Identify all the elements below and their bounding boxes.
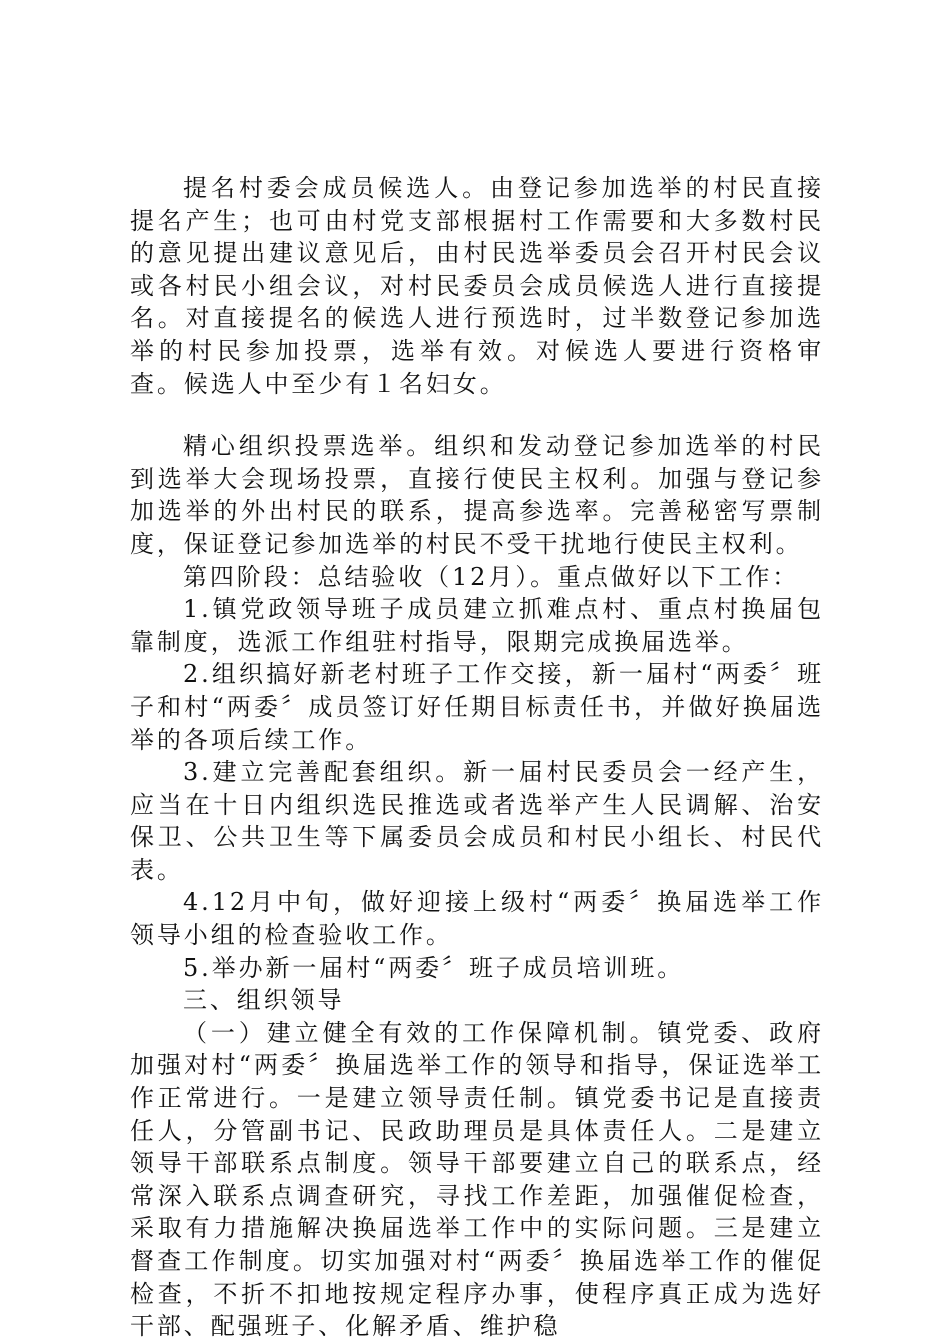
paragraph-item-2: 2.组织搞好新老村班子工作交接，新一届村“两委〞班子和村“两委〞成员签订好任期目标责任书，并做好换届选举的各项后续工作。 bbox=[130, 660, 824, 754]
paragraph-item-5: 5.举办新一届村“两委〞班子成员培训班。 bbox=[183, 953, 685, 982]
paragraph-organize-voting: 精心组织投票选举。组织和发动登记参加选举的村民到选举大会现场投票，直接行使民主权利。加强与登记参加选举的外出村民的联系，提高参选率。完善秘密写票制度，保证登记参加选举的村民不受干扰地行使民主权利。 bbox=[130, 432, 824, 558]
document-body bbox=[130, 172, 824, 1343]
paragraph-guarantee-mechanism: （一）建立健全有效的工作保障机制。镇党委、政府加强对村“两委〞换届选举工作的领导和指导，保证选举工作正常进行。一是建立领导责任制。镇党委书记是直接责任人，分管副书记、民政助理员是具体责任人。二是建立领导干部联系点制度。领导干部要建立自己的联系点，经常深入联系点调查研究，寻找工作差距，加强催促检查，采取有力措施解决换届选举工作中的实际问题。三是建立督查工作制度。切实加强对村“两委〞换届选举工作的催促检查，不折不扣地按规定程序办事，使程序真正成为选好干部、配强班子、化解矛盾、维护稳 bbox=[130, 1018, 824, 1341]
paragraph-nominate-candidates: 提名村委会成员候选人。由登记参加选举的村民直接提名产生；也可由村党支部根据村工作需要和大多数村民的意见提出建议意见后，由村民选举委员会召开村民会议或各村民小组会议，对村民委员会成员候选人进行直接提名。对直接提名的候选人进行预选时，过半数登记参加选举的村民参加投票，选举有效。对候选人要进行资格审查。候选人中至少有１名妇女。 bbox=[130, 174, 824, 398]
paragraph-spacer bbox=[130, 400, 824, 430]
paragraph-stage-four-heading: 第四阶段：总结验收（12月）。重点做好以下工作： bbox=[183, 562, 800, 591]
paragraph-item-4: 4.12月中旬，做好迎接上级村“两委〞换届选举工作领导小组的检查验收工作。 bbox=[130, 888, 824, 950]
paragraph-item-1: 1.镇党政领导班子成员建立抓难点村、重点村换届包靠制度，选派工作组驻村指导，限期完成换届选举。 bbox=[130, 595, 824, 656]
paragraph-item-3: 3.建立完善配套组织。新一届村民委员会一经产生，应当在十日内组织选民推选或者选举产生人民调解、治安保卫、公共卫生等下属委员会成员和村民小组长、村民代表。 bbox=[130, 758, 824, 884]
section-heading-organization-leadership: 三、组织领导 bbox=[183, 986, 345, 1015]
